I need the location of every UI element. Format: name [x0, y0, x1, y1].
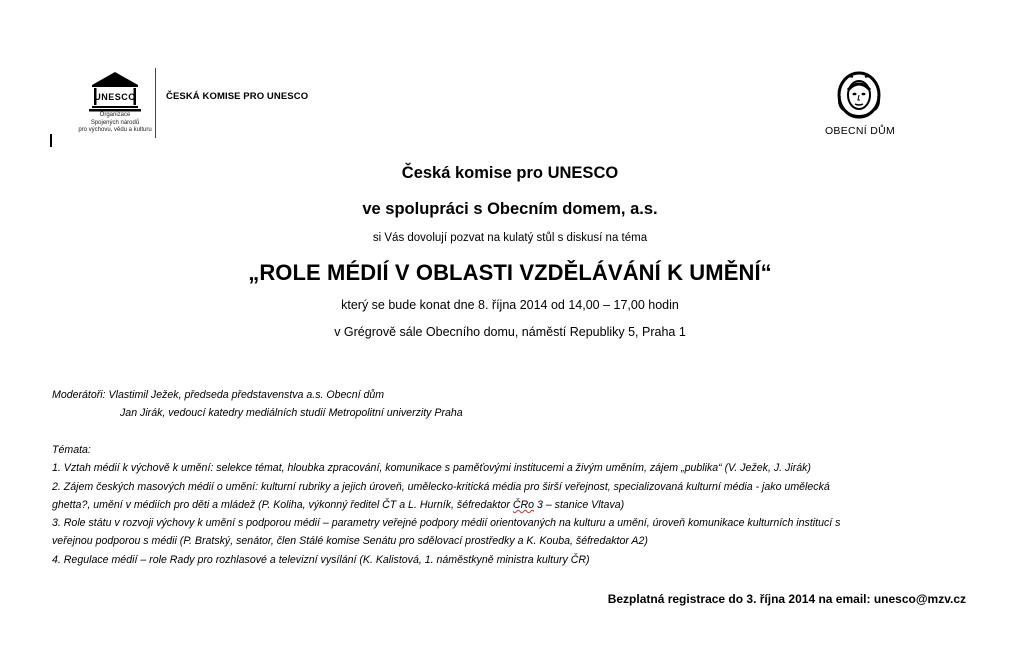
- topic-2-text: ghetta?, umění v médiích pro děti a mládež (P. Koliha, výkonný ředitel ČT a L. Hurník, šéfredaktor: [52, 499, 513, 511]
- obecni-dum-emblem: [836, 70, 882, 120]
- event-date: který se bude konat dne 8. října 2014 od 14,00 – 17,00 hodin: [341, 298, 679, 312]
- obecni-dum-name: OBECNÍ DŮM: [824, 125, 896, 137]
- topics-label: Témata:: [52, 444, 91, 456]
- cooperation-line: ve spolupráci s Obecním domem, a.s.: [362, 200, 658, 218]
- organizer-line: Česká komise pro UNESCO: [401, 164, 619, 182]
- topic-4: 4. Regulace médií – role Rady pro rozhlasové a televizní vysílání (K. Kalistová, 1. náměstkyně ministra kultury ČR): [52, 554, 590, 566]
- moderator-second: Jan Jirák, vedoucí katedry mediálních studií Metropolitní univerzity Praha: [120, 407, 463, 419]
- spellcheck-word: ČRo: [512, 499, 535, 511]
- unesco-subtitle-line: Spojených národů: [90, 119, 140, 126]
- event-title: „ROLE MÉDIÍ V OBLASTI VZDĚLÁVÁNÍ K UMĚNÍ“: [248, 260, 772, 285]
- moderators-line: [52, 389, 384, 402]
- header-divider: [155, 68, 156, 138]
- topic-3-line-2: veřejnou podporou s médii (P. Bratský, senátor, člen Stálé komise Senátu pro sdělovací prostředky a K. Kouba, šéfredaktor A2): [52, 535, 648, 547]
- unesco-subtitle-line: Organizace: [99, 112, 131, 118]
- topic-2-text-end: 3 – stanice Vltava): [534, 499, 625, 511]
- unesco-logo-text: UNESCO: [94, 92, 136, 102]
- commission-name: ČESKÁ KOMISE PRO UNESCO: [166, 91, 309, 102]
- event-place: v Grégrově sále Obecního domu, náměstí Republiky 5, Praha 1: [334, 325, 686, 339]
- unesco-subtitle: [78, 112, 152, 135]
- topic-2-line-1: 2. Zájem českých masových médií o umění: kulturní rubriky a jejich úroveň, umělecko-kritická média pro širší veřejnost, specializovaná kulturní média - jako umělecká: [52, 481, 830, 493]
- topic-2-line-2: [52, 499, 624, 512]
- topic-3-line-1: 3. Role státu v rozvoji výchovy k umění s podporou médií – parametry veřejné podpory médií orientovaných na kulturu a umění, úroveň komunikace kulturních institucí s: [52, 517, 841, 529]
- text-cursor: [50, 134, 52, 147]
- unesco-subtitle-line: pro výchovu, vědu a kulturu: [78, 127, 152, 133]
- registration-note: Bezplatná registrace do 3. října 2014 na email: unesco@mzv.cz: [607, 592, 966, 606]
- moderator-first: Vlastimil Ježek, předseda představenstva a.s. Obecní dům: [108, 389, 385, 401]
- topic-1: 1. Vztah médií k výchově k umění: selekce témat, hloubka zpracování, komunikace s paměťovými institucemi a živým uměním, zájem „publika“ (V. Ježek, J. Jirák): [52, 462, 811, 474]
- moderators-label: Moderátoři:: [52, 389, 106, 401]
- invitation-line: si Vás dovolují pozvat na kulatý stůl s diskusí na téma: [372, 232, 648, 244]
